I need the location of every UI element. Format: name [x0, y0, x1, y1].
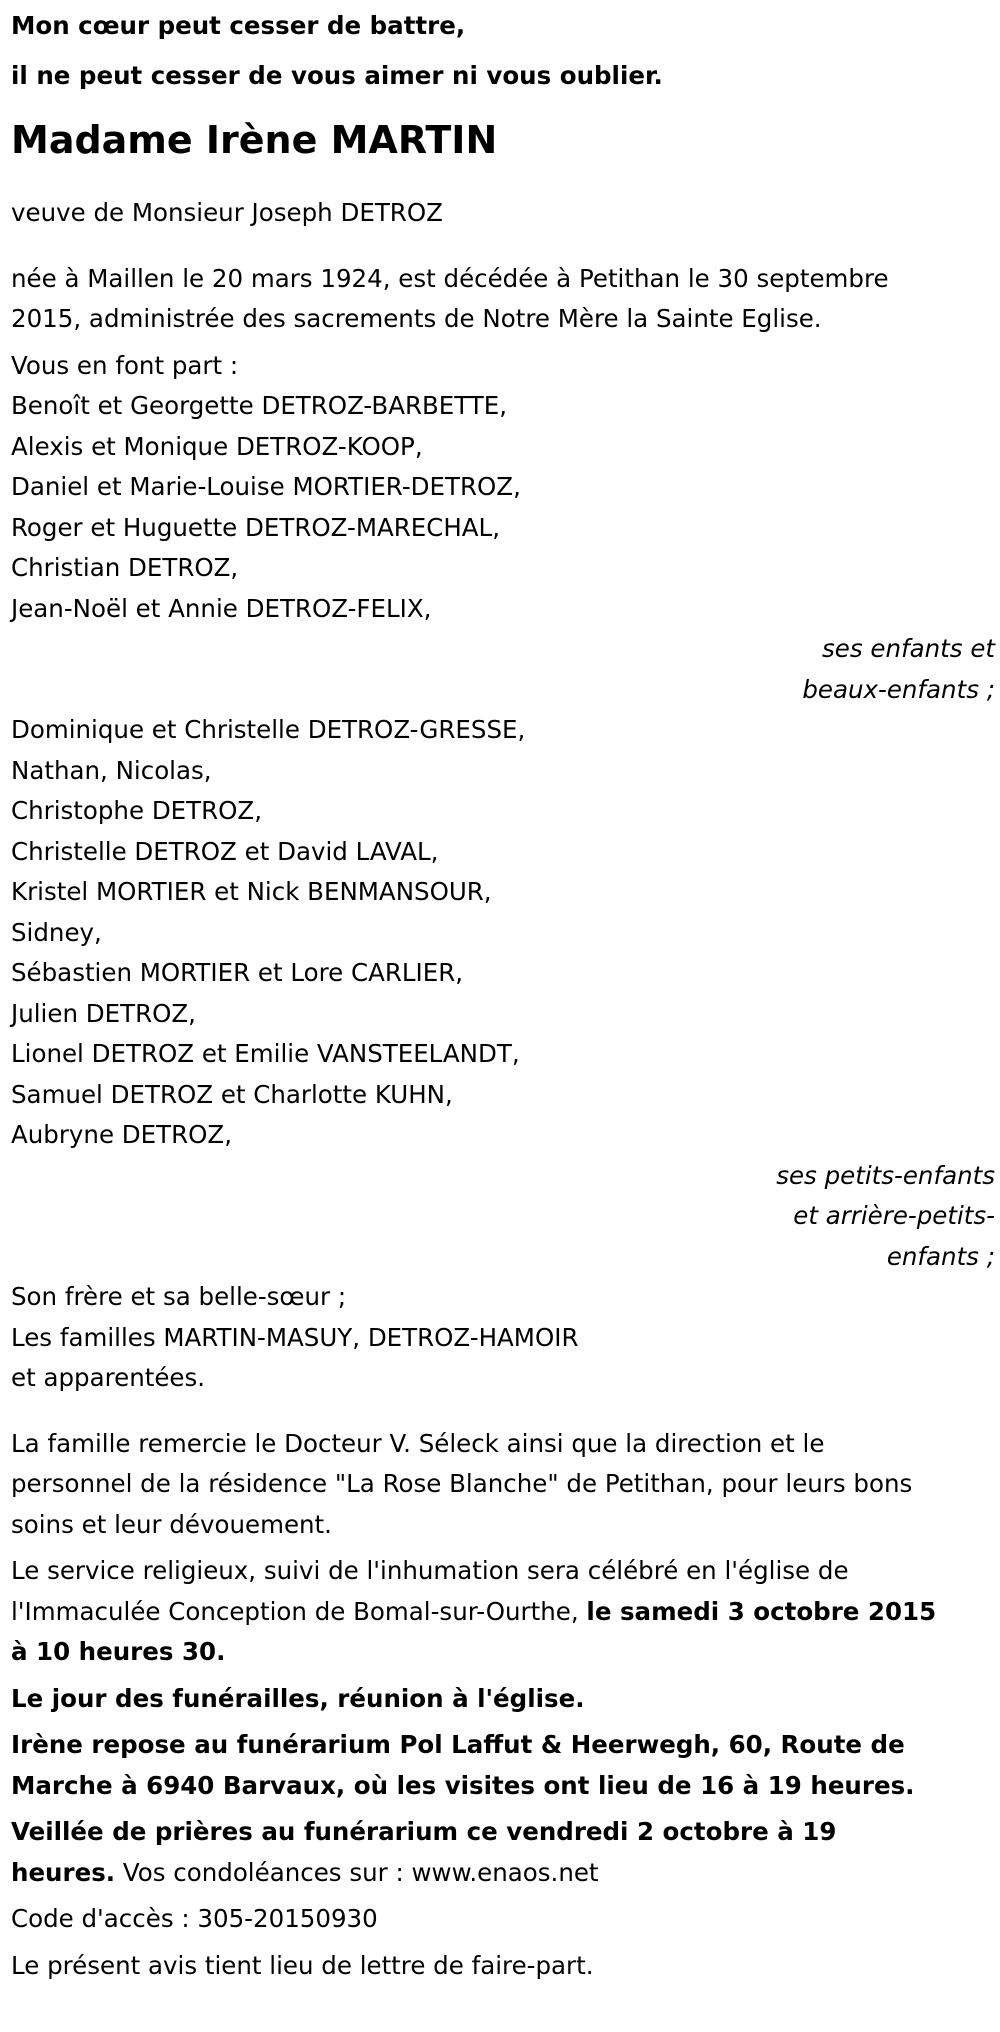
grandchild-entry: Samuel DETROZ et Charlotte KUHN,	[11, 1079, 453, 1109]
grandchildren-role: ses petits-enfants et arrière-petits- enfants ;	[776, 1160, 995, 1271]
child-entry: Jean-Noël et Annie DETROZ-FELIX,	[11, 593, 432, 623]
other-relatives: Son frère et sa belle-sœur ; Les familles MARTIN-MASUY, DETROZ-HAMOIR et apparentées.	[11, 1282, 579, 1392]
closing-note: Le présent avis tient lieu de lettre de faire-part.	[11, 1950, 594, 1980]
grandchild-entry: Christelle DETROZ et David LAVAL,	[11, 836, 439, 866]
child-entry: Alexis et Monique DETROZ-KOOP,	[11, 431, 423, 461]
grandchild-entry: Julien DETROZ,	[11, 998, 196, 1028]
widow-line: veuve de Monsieur Joseph DETROZ	[11, 198, 443, 227]
obituary-notice	[0, 1, 995, 1986]
child-entry: Daniel et Marie-Louise MORTIER-DETROZ,	[11, 472, 521, 501]
family-announcement	[11, 346, 995, 630]
birth-death-info: née à Maillen le 20 mars 1924, est décédée à Petithan le 30 septembre 2015, administrée des sacrements de Notre Mère la Sainte Eglise.	[11, 263, 889, 333]
repose-info: Irène repose au funérarium Pol Laffut & Heerwegh, 60, Route de Marche à 6940 Barvaux, où les visites ont lieu de 16 à 19 heures.	[11, 1730, 915, 1800]
thanks-paragraph: La famille remercie le Docteur V. Séleck ainsi que la direction et le personnel de la résidence "La Rose Blanche" de Petithan, pour leurs bons soins et leur dévouement.	[11, 1428, 913, 1539]
child-entry: Roger et Huguette DETROZ-MARECHAL,	[11, 512, 500, 542]
grandchild-entry: Sidney,	[11, 917, 102, 947]
grandchild-entry: Christophe DETROZ,	[11, 796, 263, 825]
child-entry: Benoît et Georgette DETROZ-BARBETTE,	[11, 391, 508, 420]
service-date: le samedi 3 octobre 2015	[586, 1596, 937, 1626]
quote-line-2: il ne peut cesser de vous aimer ni vous oublier.	[11, 61, 663, 90]
grandchild-entry: Kristel MORTIER et Nick BENMANSOUR,	[11, 877, 492, 906]
child-entry: Christian DETROZ,	[11, 553, 239, 582]
vigil-info: Veillée de prières au funérarium ce vendredi 2 octobre à 19 heures. Vos condoléances sur : www.enaos.net	[11, 1817, 837, 1887]
funeral-meeting: Le jour des funérailles, réunion à l'église.	[11, 1683, 585, 1713]
opening-quote	[11, 1, 995, 101]
deceased-name: Madame Irène MARTIN	[11, 118, 498, 162]
children-role: ses enfants et beaux-enfants ;	[802, 634, 995, 704]
access-code: Code d'accès : 305-20150930	[11, 1904, 378, 1933]
grandchild-entry: Nathan, Nicolas,	[11, 755, 212, 785]
grandchildren-list	[11, 710, 995, 1156]
service-time: à 10 heures 30.	[11, 1637, 226, 1666]
condolences-link[interactable]: Vos condoléances sur : www.enaos.net	[115, 1857, 599, 1887]
announce-label: Vous en font part :	[11, 350, 239, 380]
grandchild-entry: Aubryne DETROZ,	[11, 1120, 232, 1149]
religious-service: Le service religieux, suivi de l'inhumation sera célébré en l'église de l'Immaculée Conception de Bomal-sur-Ourthe, le samedi 3 octobre 2015 à 10 heures 30.	[11, 1551, 995, 1673]
grandchild-entry: Lionel DETROZ et Emilie VANSTEELANDT,	[11, 1039, 520, 1068]
grandchild-entry: Sébastien MORTIER et Lore CARLIER,	[11, 958, 464, 987]
grandchild-entry: Dominique et Christelle DETROZ-GRESSE,	[11, 715, 526, 744]
quote-line-1: Mon cœur peut cesser de battre,	[11, 11, 466, 40]
